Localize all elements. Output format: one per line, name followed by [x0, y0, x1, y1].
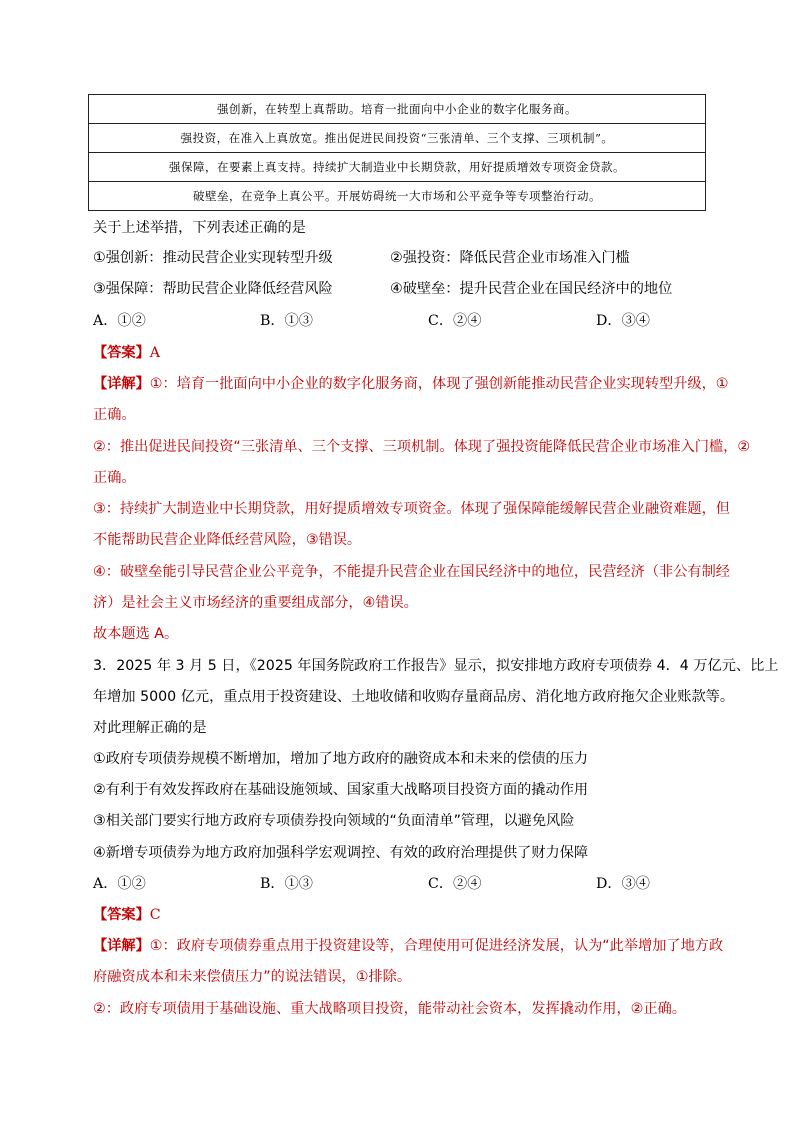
- q2-conclusion: 故本题选 A。: [93, 626, 179, 642]
- table-row: [89, 182, 706, 211]
- answer-value: C: [149, 907, 161, 923]
- q3-statement-3: ③相关部门要实行地方政府专项债券投向领域的“负面清单”管理，以避免风险: [93, 813, 575, 829]
- q2-detail-2: ②：推出促进民间投资“三张清单、三个支撑、三项机制。体现了强投资能降低民营企业市场准入门槛，②: [93, 439, 751, 455]
- q2-statement-1: ①强创新：推动民营企业实现转型升级: [93, 250, 333, 266]
- measures-table: [88, 94, 706, 211]
- q3-option-d: D．③④: [596, 876, 650, 892]
- detail-tag: 【详解】: [93, 938, 150, 954]
- answer-tag: 【答案】: [93, 907, 150, 923]
- detail-text: ①：培育一批面向中小企业的数字化服务商，体现了强创新能推动民营企业实现转型升级，①: [149, 376, 729, 392]
- q3-option-c: C．②④: [428, 876, 482, 892]
- q3-statement-2: ②有利于有效发挥政府在基础设施领域、国家重大战略项目投资方面的撬动作用: [93, 782, 589, 798]
- q2-statement-3: ③强保障：帮助民营企业降低经营风险: [93, 281, 333, 297]
- answer-tag: 【答案】: [93, 345, 150, 361]
- detail-text: ①：政府专项债券重点用于投资建设等，合理使用可促进经济发展，认为“此举增加了地方政: [149, 938, 724, 954]
- q2-detail-3-cont: 不能帮助民营企业降低经营风险，③错误。: [93, 532, 362, 548]
- q3-statement-1: ①政府专项债券规模不断增加，增加了地方政府的融资成本和未来的偿债的压力: [93, 751, 589, 767]
- table-cell: 强保障，在要素上真支持。持续扩大制造业中长期贷款，用好提质增效专项资金贷款。: [89, 153, 706, 182]
- q2-detail-2-cont: 正确。: [93, 470, 136, 486]
- table-row: [89, 153, 706, 182]
- q2-option-b: B．①③: [260, 313, 313, 329]
- q3-stem-3: 对此理解正确的是: [93, 720, 207, 736]
- q3-statement-4: ④新增专项债券为地方政府加强科学宏观调控、有效的政府治理提供了财力保障: [93, 845, 589, 861]
- q3-detail-1-cont: 府融资成本和未来偿债压力”的说法错误，①排除。: [93, 969, 412, 985]
- q3-answer: [93, 904, 161, 924]
- q3-stem-1: 3．2025 年 3 月 5 日，《2025 年国务院政府工作报告》显示，拟安排地方政府专项债券 4．4 万亿元、比上: [93, 658, 779, 674]
- q3-detail-1: [93, 935, 723, 955]
- q2-stem: 关于上述举措，下列表述正确的是: [93, 220, 306, 236]
- table-row: [89, 95, 706, 124]
- q2-detail-1-cont: 正确。: [93, 407, 136, 423]
- q3-detail-2: ②：政府专项债用于基础设施、重大战略项目投资，能带动社会资本，发挥撬动作用，②正确。: [93, 1001, 686, 1017]
- q3-option-a: A．①②: [93, 876, 146, 892]
- table-cell: 强投资，在准入上真放宽。推出促进民间投资“三张清单、三个支撑、三项机制”。: [89, 124, 706, 153]
- table-cell: 破壁垒，在竞争上真公平。开展妨碍统一大市场和公平竞争等专项整治行动。: [89, 182, 706, 211]
- detail-tag: 【详解】: [93, 376, 150, 392]
- q3-stem-2: 年增加 5000 亿元，重点用于投资建设、土地收储和收购存量商品房、消化地方政府拖欠企业账款等。: [93, 689, 735, 705]
- q2-detail-3: ③：持续扩大制造业中长期贷款，用好提质增效专项资金。体现了强保障能缓解民营企业融资难题，但: [93, 501, 730, 517]
- q2-statement-2: ②强投资：降低民营企业市场准入门槛: [390, 250, 630, 266]
- q2-detail-4: ④：破壁垒能引导民营企业公平竞争，不能提升民营企业在国民经济中的地位，民营经济（非公有制经: [93, 564, 730, 580]
- q2-statement-4: ④破壁垒：提升民营企业在国民经济中的地位: [390, 281, 673, 297]
- q2-option-c: C．②④: [428, 313, 482, 329]
- table-row: [89, 124, 706, 153]
- q3-option-b: B．①③: [260, 876, 313, 892]
- q2-option-a: A．①②: [93, 313, 146, 329]
- table-cell: 强创新，在转型上真帮助。培育一批面向中小企业的数字化服务商。: [89, 95, 706, 124]
- q2-detail-4-cont: 济）是社会主义市场经济的重要组成部分，④错误。: [93, 595, 418, 611]
- q2-answer: [93, 342, 160, 362]
- answer-value: A: [149, 345, 161, 361]
- q2-option-d: D．③④: [596, 313, 650, 329]
- q2-detail-1: [93, 373, 729, 393]
